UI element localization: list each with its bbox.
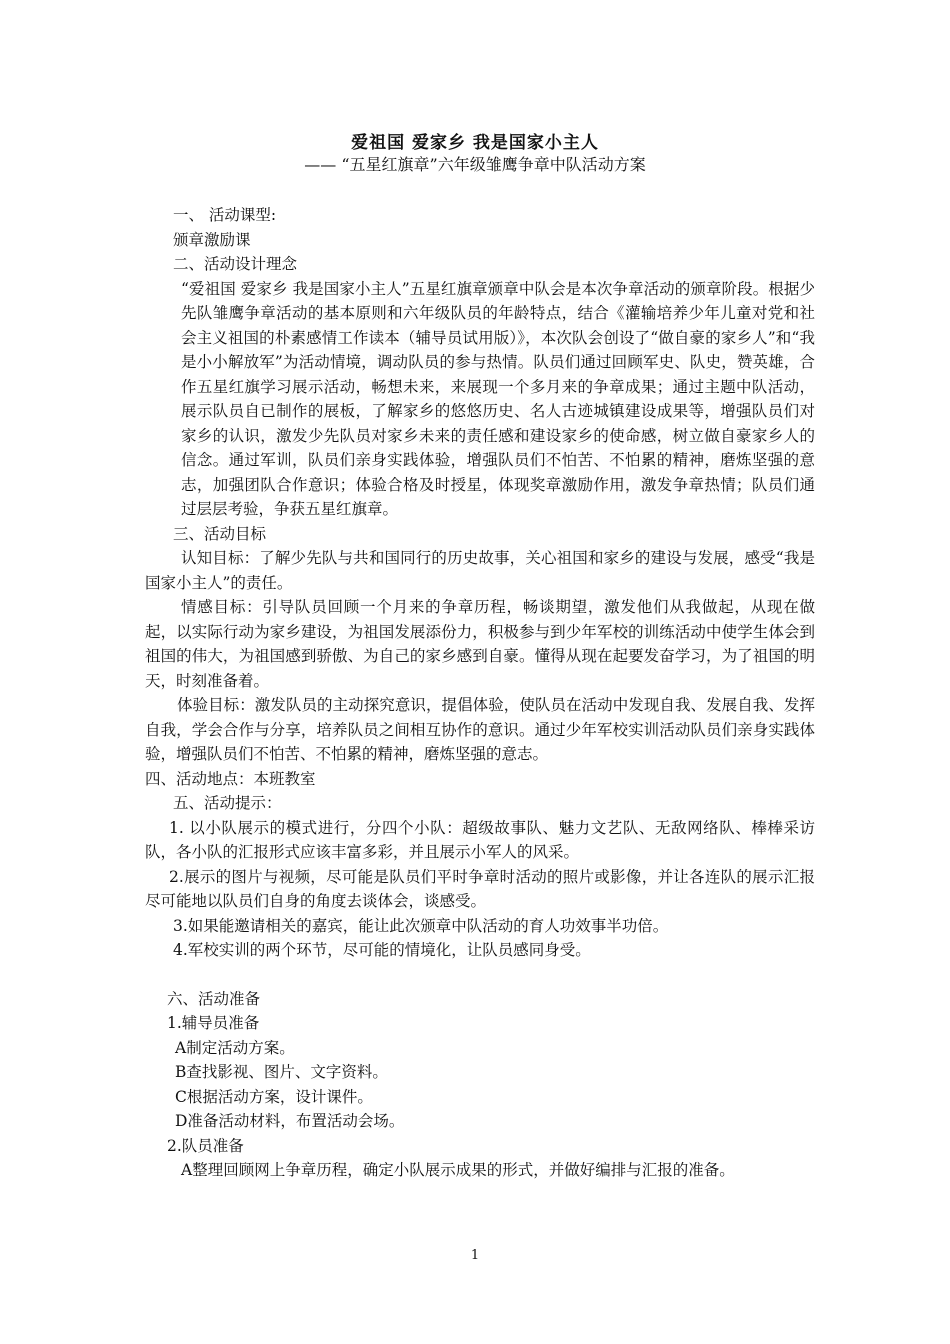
section-6-heading: 六、活动准备 bbox=[167, 989, 261, 1008]
tip-1: 1. 以小队展示的模式进行，分四个小队：超级故事队、魅力文艺队、无敌网络队、棒棒采访队，各小队的汇报形式应该丰富多彩，并且展示小军人的风采。 bbox=[145, 818, 815, 861]
section-1-heading: 一、 活动课型: bbox=[173, 206, 277, 224]
section-5-heading: 五、活动提示： bbox=[173, 794, 282, 812]
tip-3: 3.如果能邀请相关的嘉宾，能让此次颁章中队活动的育人功效事半功倍。 bbox=[173, 916, 669, 935]
section-3-heading: 三、活动目标 bbox=[173, 524, 267, 543]
section-1-text: 颁章激励课 bbox=[173, 230, 251, 249]
document-title: 爱祖国 爱家乡 我是国家小主人 bbox=[351, 133, 599, 153]
goal-emotional: 情感目标：引导队员回顾一个月来的争章历程，畅谈期望，激发他们从我做起，从现在做起，以实际行动为家乡建设，为祖国发展添份力，积极参与到少年军校的训练活动中使学生体会到祖国的伟大，为祖国感到骄傲、为自己的家乡感到自豪。懂得从现在起要发奋学习，为了祖国的明天，时刻准备着。 bbox=[145, 598, 815, 690]
goal-experience: 体验目标：激发队员的主动探究意识，提倡体验，使队员在活动中发现自我、发展自我、发挥自我，学会合作与分享，培养队员之间相互协作的意识。通过少年军校实训活动队员们亲身实践体验，增强队员们不怕苦、不怕累的精神，磨炼坚强的意志。 bbox=[145, 696, 815, 763]
prep-item-c: C根据活动方案，设计课件。 bbox=[175, 1087, 373, 1106]
prep-item-a: A制定活动方案。 bbox=[175, 1038, 295, 1057]
prep-members-item-a: A整理回顾网上争章历程，确定小队展示成果的形式，并做好编排与汇报的准备。 bbox=[181, 1161, 735, 1179]
tip-2: 2.展示的图片与视频，尽可能是队员们平时争章时活动的照片或影像，并让各连队的展示汇报尽可能地以队员们自身的角度去谈体会，谈感受。 bbox=[145, 867, 815, 910]
prep-members-heading: 2.队员准备 bbox=[167, 1136, 244, 1155]
document-subtitle: —— “五星红旗章”六年级雏鹰争章中队活动方案 bbox=[304, 155, 646, 174]
prep-counselor-heading: 1.辅导员准备 bbox=[167, 1014, 260, 1032]
section-4-location: 四、活动地点：本班教室 bbox=[145, 769, 316, 788]
section-2-heading: 二、活动设计理念 bbox=[173, 255, 298, 273]
prep-item-d: D准备活动材料，布置活动会场。 bbox=[175, 1112, 405, 1130]
goal-cognitive: 认知目标：了解少先队与共和国同行的历史故事，关心祖国和家乡的建设与发展，感受“我是国家小主人”的责任。 bbox=[145, 549, 815, 592]
section-2-paragraph: “爱祖国 爱家乡 我是国家小主人”五星红旗章颁章中队会是本次争章活动的颁章阶段。根据少先队雏鹰争章活动的基本原则和六年级队员的年龄特点，结合《灌输培养少年儿童对党和社会主义祖国的朴素感情工作读本（辅导员试用版）》，本次队会创设了“做自豪的家乡人”和“我是小小解放军”为活动情境，调动队员的参与热情。队员们通过回顾军史、队史，赞英雄，合作五星红旗学习展示活动，畅想未来，来展现一个多月来的争章成果；通过主题中队活动，展示队员自已制作的展板，了解家乡的悠悠历史、名人古迹城镇建设成果等，增强队员们对家乡的认识，激发少先队员对家乡未来的责任感和建设家乡的使命感，树立做自豪家乡人的信念。通过军训，队员们亲身实践体验，增强队员们不怕苦、不怕累的精神，磨炼坚强的意志，加强团队合作意识；体验合格及时授星，体现奖章激励作用，激发争章热情；队员们通过层层考验，争获五星红旗章。 bbox=[181, 279, 815, 518]
tip-4: 4.军校实训的两个环节，尽可能的情境化，让队员感同身受。 bbox=[173, 941, 591, 959]
prep-item-b: B查找影视、图片、文字资料。 bbox=[175, 1063, 388, 1081]
document-body bbox=[145, 203, 815, 1183]
page-number: 1 bbox=[470, 1248, 480, 1263]
